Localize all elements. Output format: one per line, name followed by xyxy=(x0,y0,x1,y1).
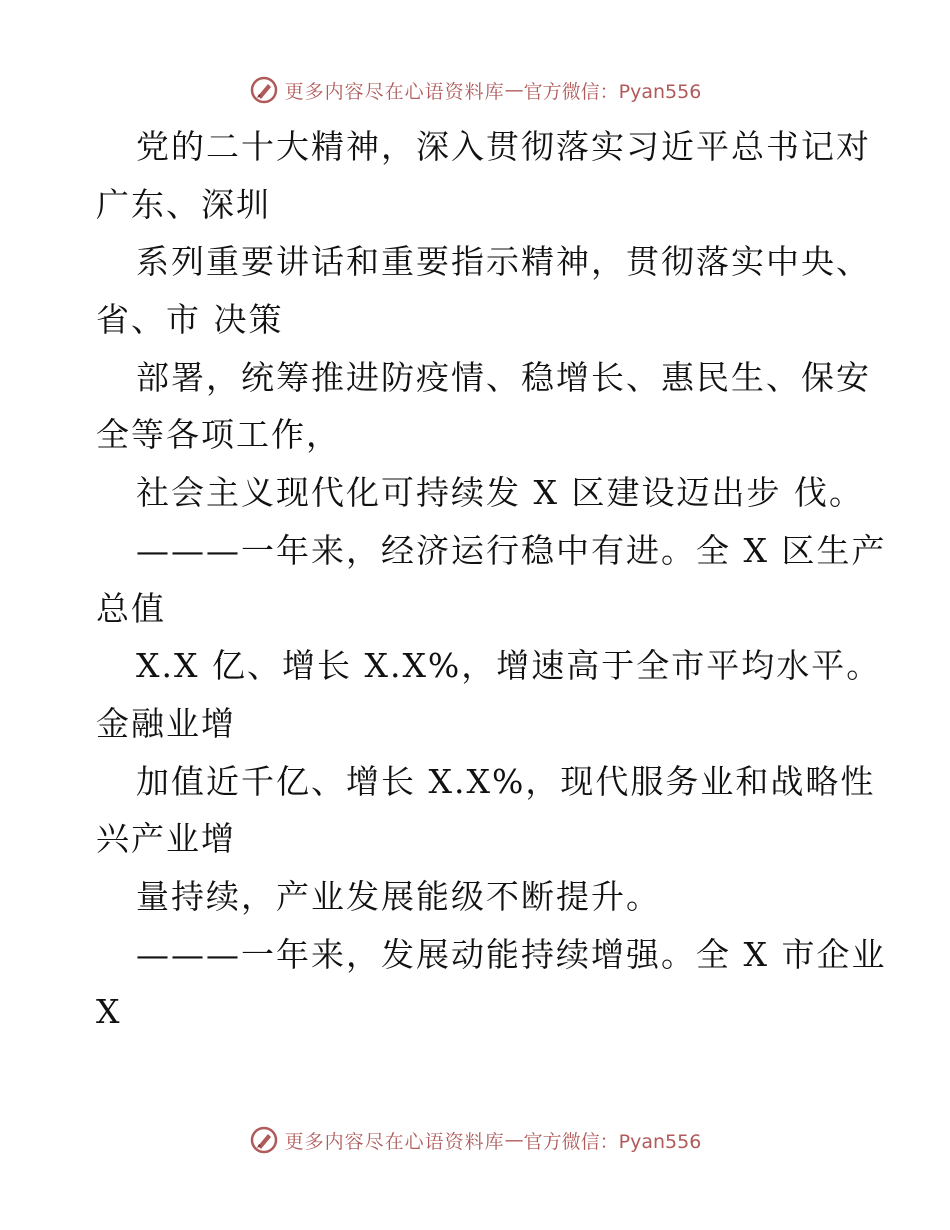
body-line: ———一年来，经济运行稳中有进。全 X 区生产 xyxy=(136,530,887,570)
body-line: 加值近千亿、增长 X.X%，现代服务业和战略性 xyxy=(136,761,876,801)
banner-separator: — xyxy=(504,1129,524,1151)
body-line: X xyxy=(96,992,122,1032)
pen-nib-logo-icon xyxy=(249,75,279,105)
document-body xyxy=(96,118,896,1041)
body-line: 量持续，产业发展能级不断提升。 xyxy=(136,876,661,916)
body-line: 系列重要讲话和重要指示精神，贯彻落实中央、 xyxy=(136,242,871,282)
body-line: X.X 亿、增长 X.X%，增速高于全市平均水平。 xyxy=(136,646,882,686)
body-line: 省、市 决策 xyxy=(96,300,284,340)
body-line: 全等各项工作， xyxy=(96,415,341,455)
pen-nib-logo-icon xyxy=(249,1125,279,1155)
body-line: 总值 xyxy=(96,588,166,628)
body-line: 兴产业增 xyxy=(96,819,236,859)
footer-banner xyxy=(0,1122,950,1158)
body-line: 社会主义现代化可持续发 X 区建设迈出步 伐。 xyxy=(136,473,864,513)
body-line: 金融业增 xyxy=(96,703,236,743)
body-line: 广东、深圳 xyxy=(96,184,271,224)
banner-separator: — xyxy=(504,79,524,101)
body-line: 党的二十大精神，深入贯彻落实习近平总书记对 xyxy=(136,127,871,166)
banner-wechat-text: 官方微信：Pyan556 xyxy=(523,1130,702,1153)
body-line: 部署，统筹推进防疫情、稳增长、惠民生、保安 xyxy=(136,357,871,397)
banner-site-text: 更多内容尽在心语资料库 xyxy=(284,1130,505,1153)
body-line: ———一年来，发展动能持续增强。全 X 市企业 xyxy=(136,934,887,974)
banner-wechat-text: 官方微信：Pyan556 xyxy=(523,80,702,103)
banner-site-text: 更多内容尽在心语资料库 xyxy=(284,80,505,103)
header-banner xyxy=(0,72,950,108)
